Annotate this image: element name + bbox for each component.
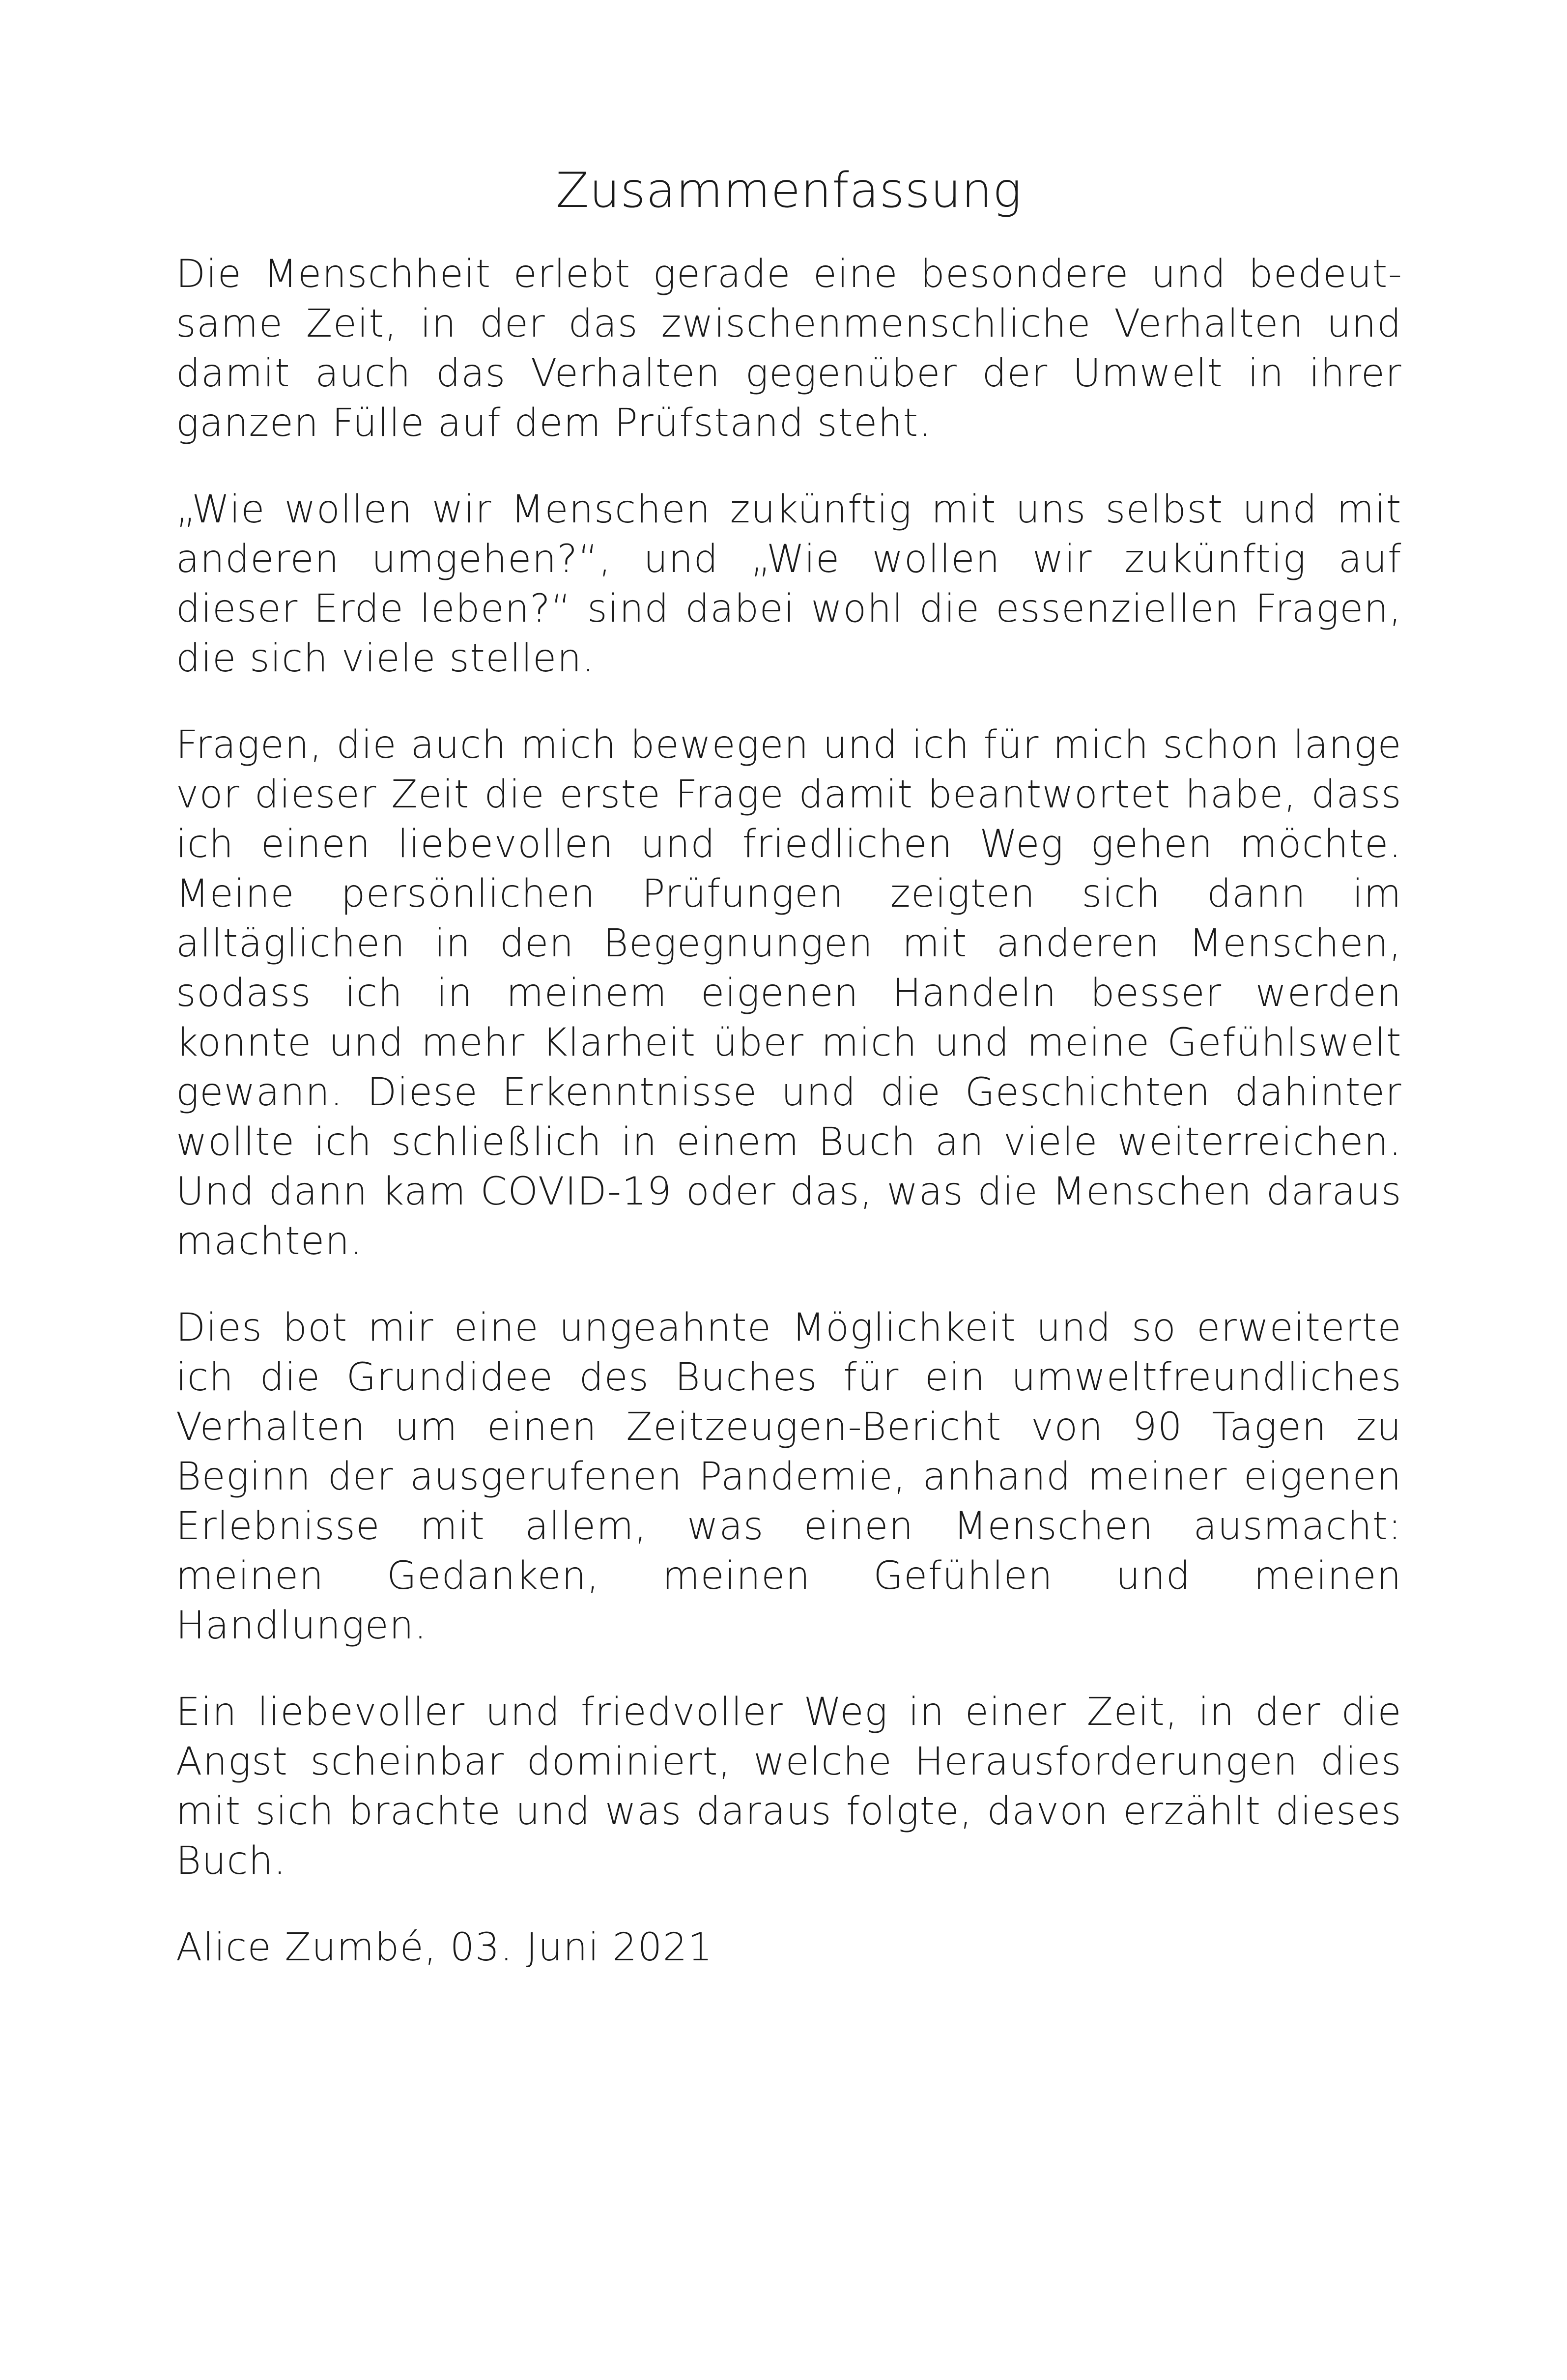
paragraph-2: „Wie wollen wir Menschen zukünftig mit uns selbst und mit anderen umgehen?“, und „Wie wollen wir zukünftig auf dieser Erde leben?“ sind dabei wohl die essenziellen Fragen, die sich viele stellen. [176,487,1402,681]
paragraph-4: Dies bot mir eine ungeahnte Möglichkeit und so erweiterte ich die Grundidee des Buches für ein umweltfreundliches Verhalten um einen Zeitzeugen-Bericht von 90 Tagen zu Beginn der ausgerufenen Pandemie, anhand meiner eigenen Erlebnisse mit allem, was einen Menschen ausmacht: meinen Gedanken, meinen Gefühlen und meinen Handlungen. [176,1305,1402,1648]
document-page [176,162,1402,1973]
page-title: Zusammenfassung [556,163,1022,219]
paragraph-3: Fragen, die auch mich bewegen und ich für mich schon lange vor dieser Zeit die erste Frage damit beantwortet habe, dass ich einen liebevollen und friedlichen Weg gehen möchte. Meine persönlichen Prüfungen zeigten sich dann im alltäglichen in den Begegnungen mit anderen Menschen, sodass ich in meinem eigenen Handeln besser werden konnte und mehr Klarheit über mich und meine Gefühlswelt gewann. Diese Erkenntnisse und die Geschichten dahinter wollte ich schließlich in einem Buch an viele weiterreichen. Und dann kam COVID-19 oder das, was die Menschen daraus machten. [176,722,1402,1263]
paragraph-5: Ein liebevoller und friedvoller Weg in einer Zeit, in der die Angst scheinbar dominiert, welche Herausforderungen dies mit sich brachte und was daraus folgte, davon erzählt dieses Buch. [176,1690,1402,1883]
signature-line: Alice Zumbé, 03. Juni 2021 [176,1925,713,1970]
paragraph-1: Die Menschheit erlebt gerade eine besondere und bedeutsame Zeit, in der das zwischenmenschliche Verhalten und damit auch das Verhalten gegenüber der Umwelt in ihrer ganzen Fülle auf dem Prüfstand steht. [176,252,1402,445]
